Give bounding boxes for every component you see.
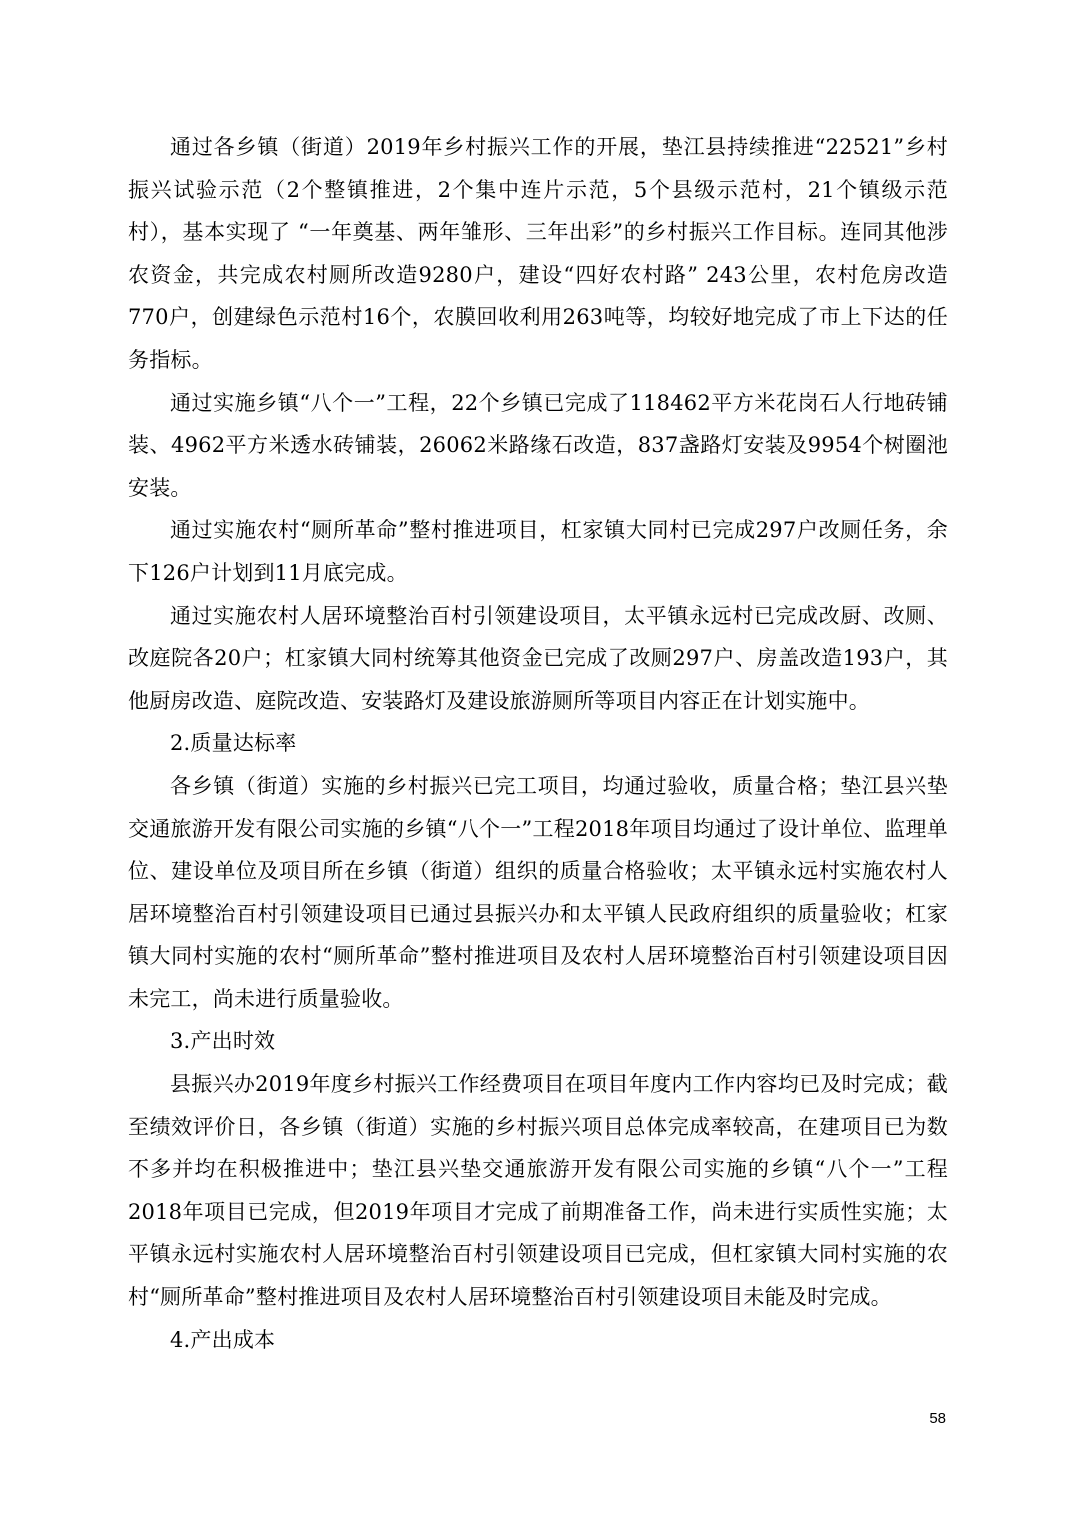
paragraph-rural-revitalization-overview: 通过各乡镇（街道）2019年乡村振兴工作的开展，垫江县持续推进“22521”乡村振兴试验示范（2个整镇推进，2个集中连片示范，5个县级示范村，21个镇级示范村），基本实现了 “一年奠基、两年雏形、三年出彩”的乡村振兴工作目标。连同其他涉农资金，共完成农村厕所改造9280户，建设“四好农村路” 243公里，农村危房改造770户，创建绿色示范村16个，农膜回收利用263吨等，均较好地完成了市上下达的任务指标。 (128, 135, 948, 372)
document-body (128, 126, 948, 1361)
paragraph-toilet-revolution: 通过实施农村“厕所革命”整村推进项目，杠家镇大同村已完成297户改厕任务，余下126户计划到11月底完成。 (128, 518, 948, 585)
paragraph-output-timeliness: 县振兴办2019年度乡村振兴工作经费项目在项目年度内工作内容均已及时完成；截至绩效评价日，各乡镇（街道）实施的乡村振兴项目总体完成率较高，在建项目已为数不多并均在积极推进中；垫江县兴垫交通旅游开发有限公司实施的乡镇“八个一”工程2018年项目已完成，但2019年项目才完成了前期准备工作，尚未进行实质性实施；太平镇永远村实施农村人居环境整治百村引领建设项目已完成，但杠家镇大同村实施的农村“厕所革命”整村推进项目及农村人居环境整治百村引领建设项目未能及时完成。 (128, 1072, 948, 1310)
page-number: 58 (929, 1410, 946, 1427)
section-heading-quality-rate: 2.质量达标率 (170, 731, 297, 756)
paragraph-living-environment: 通过实施农村人居环境整治百村引领建设项目，太平镇永远村已完成改厨、改厕、改庭院各20户；杠家镇大同村统筹其他资金已完成了改厕297户、房盖改造193户，其他厨房改造、庭院改造、安装路灯及建设旅游厕所等项目内容正在计划实施中。 (128, 603, 948, 713)
paragraph-eight-ones-project: 通过实施乡镇“八个一”工程，22个乡镇已完成了118462平方米花岗石人行地砖铺装、4962平方米透水砖铺装，26062米路缘石改造，837盏路灯安装及9954个树圈池安装。 (128, 390, 948, 500)
section-heading-output-cost: 4.产出成本 (170, 1327, 276, 1352)
paragraph-quality-acceptance: 各乡镇（街道）实施的乡村振兴已完工项目，均通过验收，质量合格；垫江县兴垫交通旅游开发有限公司实施的乡镇“八个一”工程2018年项目均通过了设计单位、监理单位、建设单位及项目所在乡镇（街道）组织的质量合格验收；太平镇永远村实施农村人居环境整治百村引领建设项目已通过县振兴办和太平镇人民政府组织的质量验收；杠家镇大同村实施的农村“厕所革命”整村推进项目及农村人居环境整治百村引领建设项目因未完工，尚未进行质量验收。 (128, 773, 948, 1011)
section-heading-output-timeliness: 3.产出时效 (170, 1029, 276, 1054)
